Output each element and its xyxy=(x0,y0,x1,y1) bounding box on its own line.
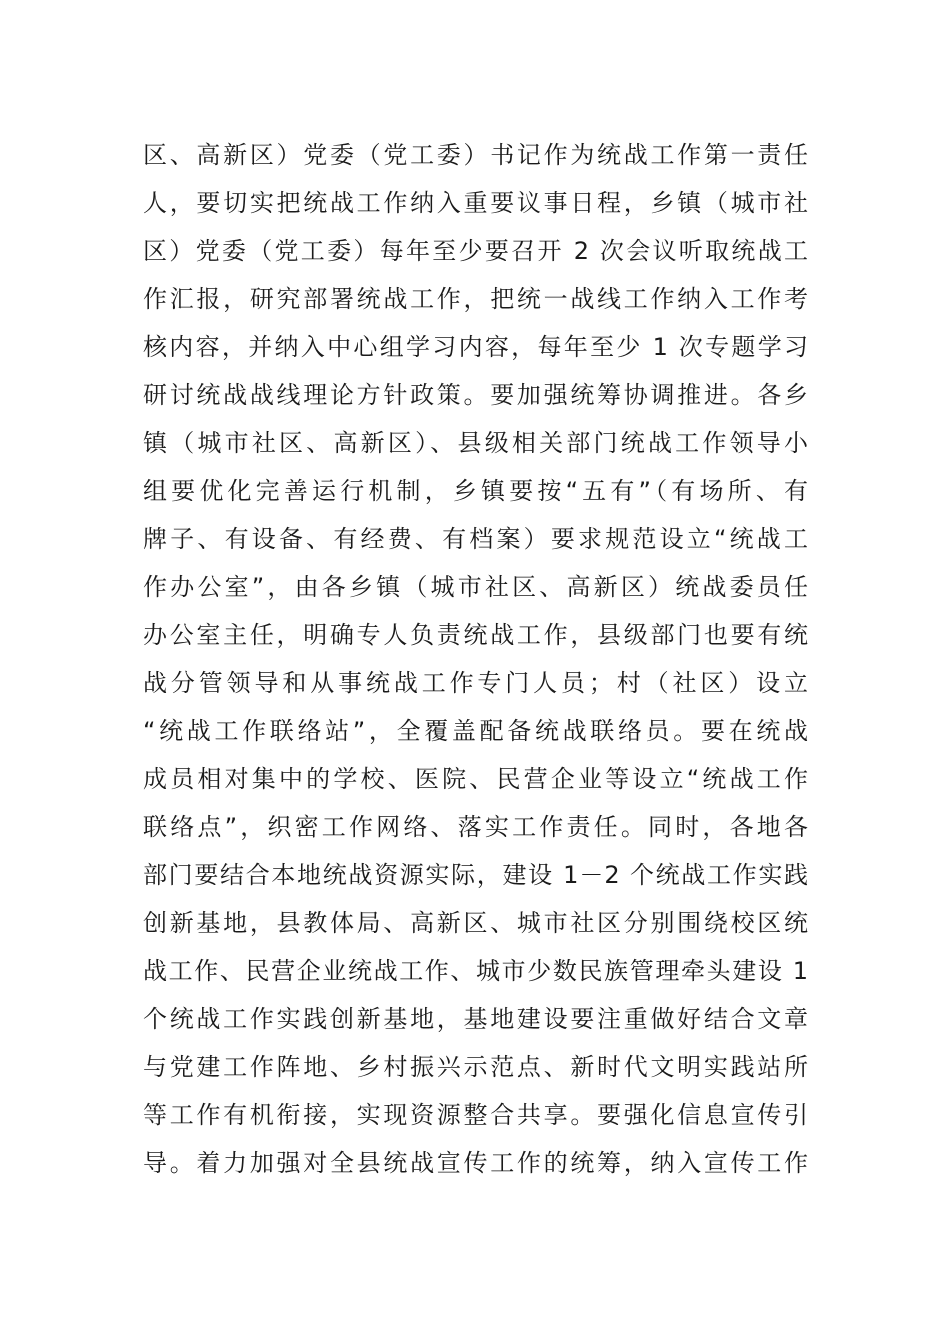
text-line-20: 与党建工作阵地、乡村振兴示范点、新时代文明实践站所 xyxy=(143,1053,809,1081)
text-line-15: 联络点”，织密工作网络、落实工作责任。同时，各地各 xyxy=(143,813,809,841)
text-line-17: 创新基地，县教体局、高新区、城市社区分别围绕校区统 xyxy=(143,909,809,937)
text-line-12: 战分管领导和从事统战工作专门人员；村（社区）设立 xyxy=(143,669,809,697)
text-line-6: 研讨统战战线理论方针政策。要加强统筹协调推进。各乡 xyxy=(143,381,809,409)
text-line-2: 人，要切实把统战工作纳入重要议事日程，乡镇（城市社 xyxy=(143,189,809,217)
text-line-11: 办公室主任，明确专人负责统战工作，县级部门也要有统 xyxy=(143,621,809,649)
text-line-18: 战工作、民营企业统战工作、城市少数民族管理牵头建设 1 xyxy=(143,957,809,985)
text-line-10: 作办公室”，由各乡镇（城市社区、高新区）统战委员任 xyxy=(143,573,809,601)
text-line-19: 个统战工作实践创新基地，基地建设要注重做好结合文章 xyxy=(143,1005,809,1033)
text-line-1: 区、高新区）党委（党工委）书记作为统战工作第一责任 xyxy=(143,141,809,169)
text-line-8: 组要优化完善运行机制，乡镇要按“五有”（有场所、有 xyxy=(143,477,809,505)
text-line-7: 镇（城市社区、高新区）、县级相关部门统战工作领导小 xyxy=(143,429,809,457)
text-line-21: 等工作有机衔接，实现资源整合共享。要强化信息宣传引 xyxy=(143,1101,809,1129)
text-line-4: 作汇报，研究部署统战工作，把统一战线工作纳入工作考 xyxy=(143,285,809,313)
text-line-16: 部门要结合本地统战资源实际，建设 1－2 个统战工作实践 xyxy=(143,861,809,889)
text-line-13: “统战工作联络站”，全覆盖配备统战联络员。要在统战 xyxy=(143,717,809,745)
text-line-14: 成员相对集中的学校、医院、民营企业等设立“统战工作 xyxy=(143,765,809,793)
body-paragraph xyxy=(143,131,809,1187)
text-line-3: 区）党委（党工委）每年至少要召开 2 次会议听取统战工 xyxy=(143,237,809,265)
text-line-22: 导。着力加强对全县统战宣传工作的统筹，纳入宣传工作 xyxy=(143,1149,809,1177)
text-line-9: 牌子、有设备、有经费、有档案）要求规范设立“统战工 xyxy=(143,525,809,553)
text-line-5: 核内容，并纳入中心组学习内容，每年至少 1 次专题学习 xyxy=(143,333,809,361)
